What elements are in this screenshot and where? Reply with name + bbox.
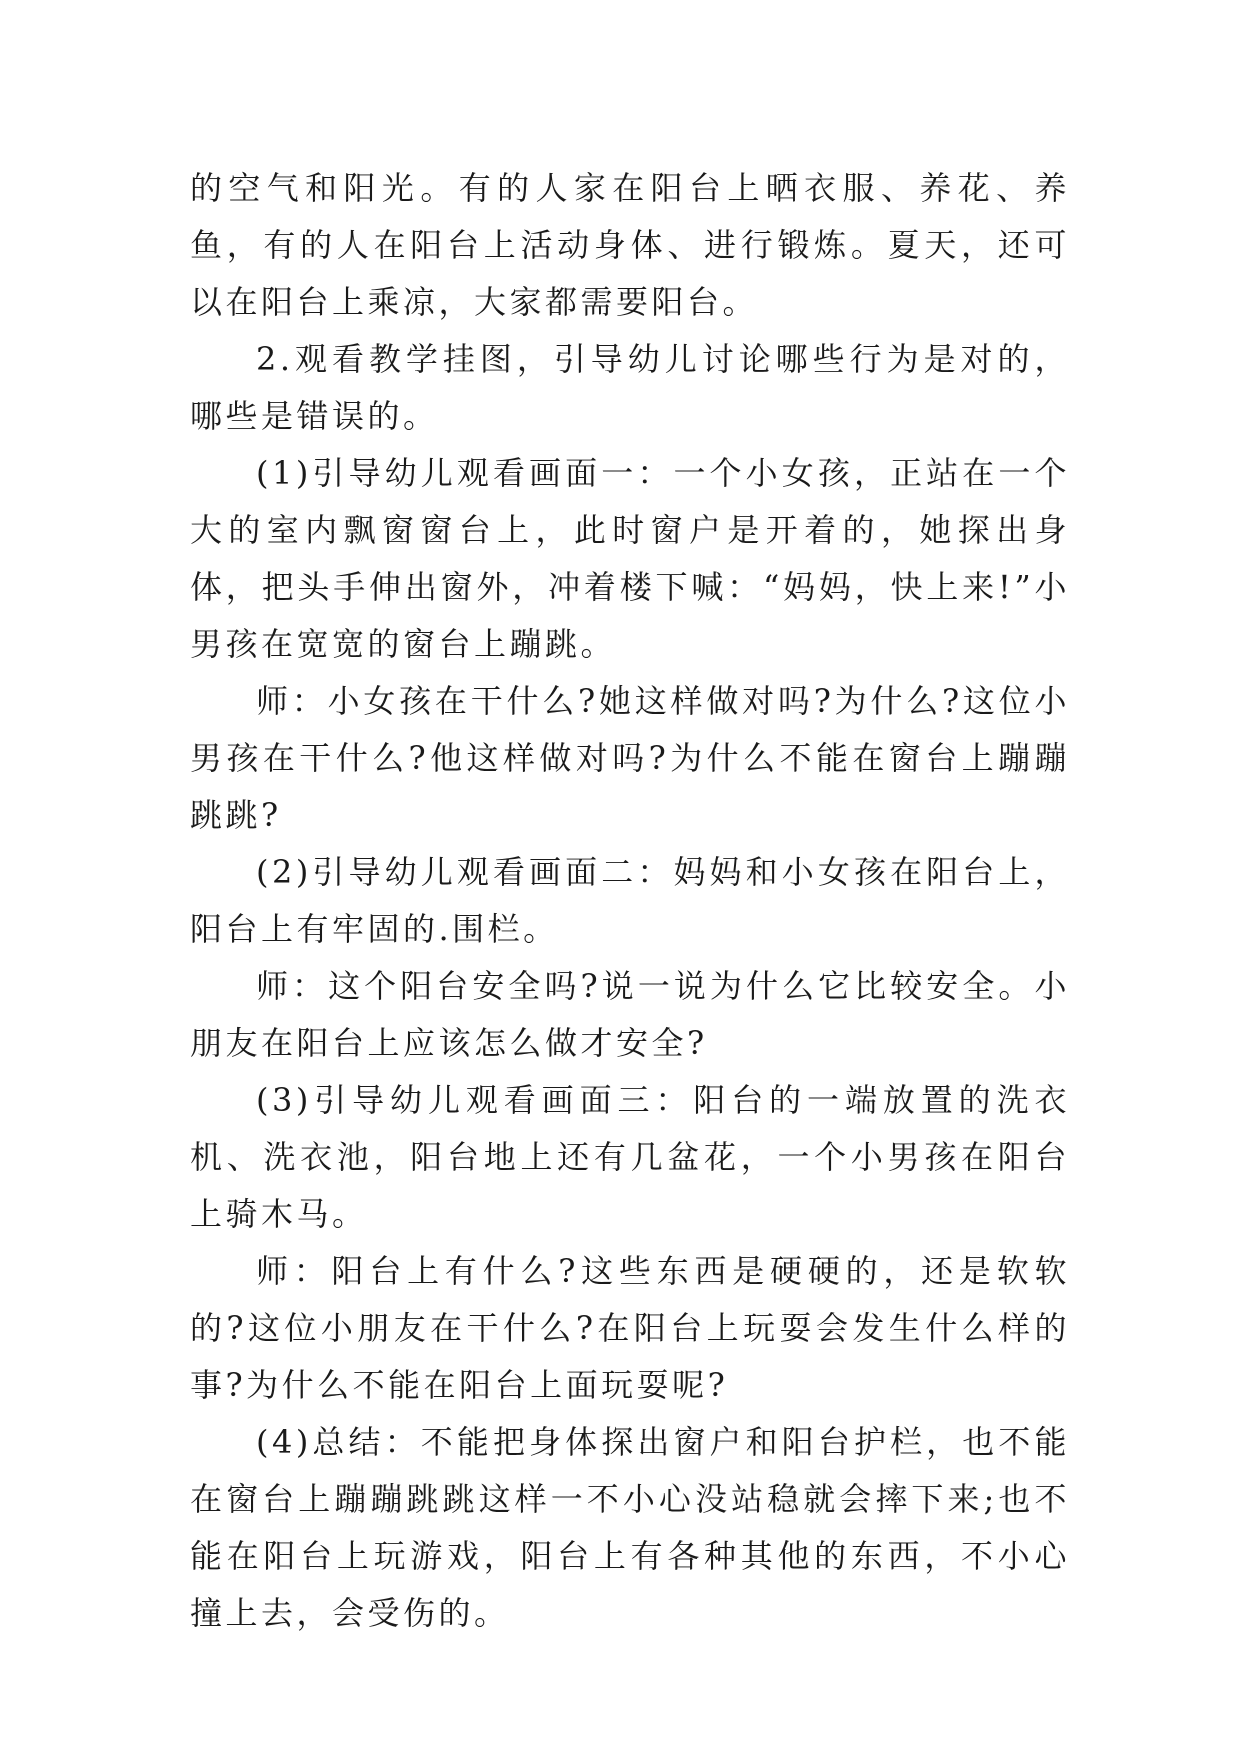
paragraph-7: (3)引导幼儿观看画面三：阳台的一端放置的洗衣机、洗衣池，阳台地上还有几盆花，一个小男孩在阳台上骑木马。 (190, 1081, 1070, 1233)
document-body (190, 160, 1070, 1642)
paragraph-8: 师：阳台上有什么?这些东西是硬硬的，还是软软的?这位小朋友在干什么?在阳台上玩耍会发生什么样的事?为什么不能在阳台上面玩耍呢? (190, 1252, 1070, 1404)
paragraph-3: (1)引导幼儿观看画面一：一个小女孩，正站在一个大的室内飘窗窗台上，此时窗户是开着的，她探出身体，把头手伸出窗外，冲着楼下喊：“妈妈，快上来!”小男孩在宽宽的窗台上蹦跳。 (190, 454, 1070, 663)
paragraph-5: (2)引导幼儿观看画面二：妈妈和小女孩在阳台上，阳台上有牢固的.围栏。 (190, 853, 1070, 948)
paragraph-1: 的空气和阳光。有的人家在阳台上晒衣服、养花、养鱼，有的人在阳台上活动身体、进行锻炼。夏天，还可以在阳台上乘凉，大家都需要阳台。 (190, 169, 1070, 321)
paragraph-6: 师：这个阳台安全吗?说一说为什么它比较安全。小朋友在阳台上应该怎么做才安全? (190, 967, 1070, 1062)
paragraph-2: 2.观看教学挂图，引导幼儿讨论哪些行为是对的，哪些是错误的。 (190, 340, 1070, 435)
paragraph-9: (4)总结：不能把身体探出窗户和阳台护栏，也不能在窗台上蹦蹦跳跳这样一不小心没站稳就会摔下来;也不能在阳台上玩游戏，阳台上有各种其他的东西，不小心撞上去，会受伤的。 (190, 1423, 1070, 1632)
paragraph-4: 师：小女孩在干什么?她这样做对吗?为什么?这位小男孩在干什么?他这样做对吗?为什么不能在窗台上蹦蹦跳跳? (190, 682, 1070, 834)
